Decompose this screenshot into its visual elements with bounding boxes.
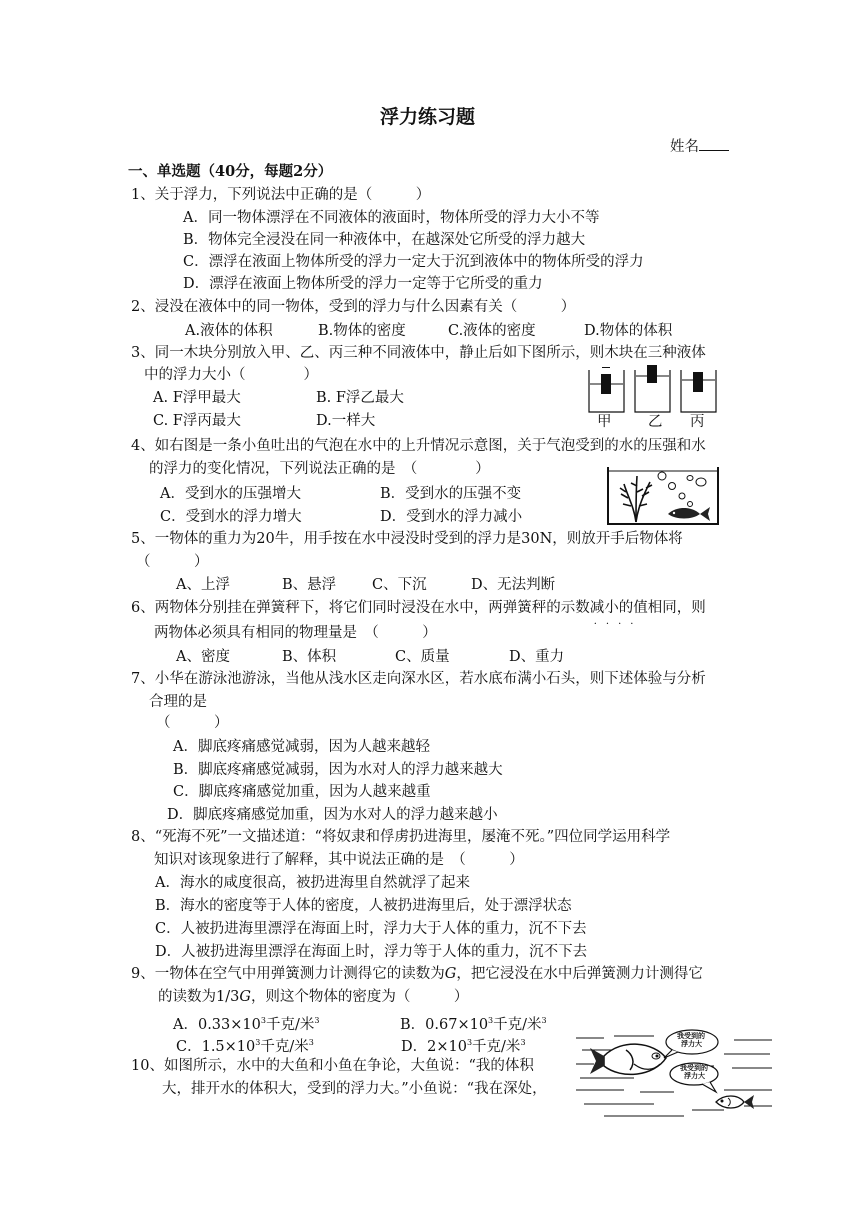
q4-option-d: D．受到水的浮力减小 [380, 509, 523, 525]
bubble-small-line1: 我受到的 [680, 1063, 708, 1072]
aquarium-figure [606, 462, 721, 528]
q6-option-a: A、密度 [176, 649, 230, 665]
q9-b-sup: 3 [488, 1016, 494, 1025]
q1-option-d: D．漂浮在液面上物体所受的浮力一定等于它所受的重力 [183, 276, 543, 292]
page-title: 浮力练习题 [380, 106, 476, 128]
name-label: 姓名 [670, 139, 699, 155]
beaker-label-bing: 丙 [690, 414, 705, 430]
q5-stem-line1: 5、一物体的重力为20牛，用手按在水中浸没时受到的浮力是30N，则放开手后物体将 [131, 531, 683, 547]
q8-stem-line1: 8、“死海不死”一文描述道：“将奴隶和俘虏扔进海里，屡淹不死。”四位同学运用科学 [131, 829, 671, 845]
q4-option-c: C．受到水的浮力增大 [160, 509, 302, 525]
q6-stem-part-a: 6、两物体分别挂在弹簧秤下，将它们同时浸没在水中，两弹簧秤的示数 [131, 600, 590, 616]
q2-option-a: A.液体的体积 [185, 323, 273, 339]
q9-a-usup: 3 [314, 1016, 320, 1025]
q1-option-c: C．漂浮在液面上物体所受的浮力一定大于沉到液体中的物体所受的浮力 [183, 254, 644, 270]
q3-option-a: A. F浮甲最大 [153, 390, 241, 406]
q9-option-a [173, 1011, 319, 1035]
q9-d-unit: 千克/米 [472, 1038, 521, 1055]
q8-option-a: A．海水的咸度很高，被扔进海里自然就浮了起来 [155, 875, 470, 891]
q10-stem-line2: 大，排开水的体积大，受到的浮力大。”小鱼说：“我在深处， [162, 1081, 547, 1097]
bubble-big-line2: 浮力大 [681, 1039, 702, 1048]
q3-stem-line2: 中的浮力大小（ ） [144, 367, 318, 383]
q7-option-c: C．脚底疼痛感觉加重，因为人越来越重 [173, 784, 431, 800]
q2-stem: 2、浸没在液体中的同一物体，受到的浮力与什么因素有关（ ） [131, 299, 576, 315]
q4-stem-line2: 的浮力的变化情况，下列说法正确的是 （ ） [149, 461, 490, 477]
q9-var-g: G [444, 966, 457, 982]
bubble-big-line1: 我受到的 [677, 1031, 705, 1040]
q8-option-b: B．海水的密度等于人体的密度，人被扔进海里后，处于漂浮状态 [155, 898, 572, 914]
name-blank [699, 136, 729, 151]
q9-d-pre: D．2×10 [401, 1038, 467, 1055]
q9-stem-part-a: 9、一物体在空气中用弹簧测力计测得它的读数为 [131, 966, 445, 982]
q7-option-b: B．脚底疼痛感觉减弱，因为水对人的浮力越来越大 [173, 762, 503, 778]
q9-stem-line2 [158, 987, 468, 1007]
q9-option-d [401, 1033, 526, 1057]
q6-option-d: D、重力 [509, 649, 565, 665]
q9-c-pre: C．1.5×10 [176, 1038, 256, 1055]
q6-stem-line1 [131, 598, 706, 630]
q9-c-unit: 千克/米 [260, 1038, 309, 1055]
q7-option-a: A．脚底疼痛感觉减弱，因为人越来越轻 [173, 739, 430, 755]
q5-option-c: C、下沉 [372, 577, 427, 593]
q9-a-unit: 千克/米 [265, 1016, 315, 1033]
q4-stem-line1: 4、如右图是一条小鱼吐出的气泡在水中的上升情况示意图，关于气泡受到的水的压强和水 [131, 438, 706, 454]
q8-stem-line2: 知识对该现象进行了解释，其中说法正确的是 （ ） [154, 852, 524, 868]
q10-stem-line1: 10、如图所示，水中的大鱼和小鱼在争论，大鱼说：“我的体积 [131, 1058, 534, 1074]
q7-stem-line2: 合理的是 [149, 694, 207, 710]
q9-a-sup: 3 [260, 1016, 266, 1025]
q2-option-c: C.液体的密度 [448, 323, 536, 339]
q9-d-usup: 3 [520, 1038, 526, 1047]
q8-option-d: D．人被扔进海里漂浮在海面上时，浮力等于人体的重力，沉不下去 [155, 944, 588, 960]
q1-stem: 1、关于浮力，下列说法中正确的是（ ） [131, 187, 431, 203]
q5-option-a: A、上浮 [176, 577, 230, 593]
q6-option-c: C、质量 [395, 649, 450, 665]
q7-option-d: D．脚底疼痛感觉加重，因为水对人的浮力越来越小 [167, 807, 498, 823]
q7-stem-line1: 7、小华在游泳池游泳，当他从浅水区走向深水区，若水底布满小石头，则下述体验与分析 [131, 671, 706, 687]
q5-option-b: B、悬浮 [282, 577, 337, 593]
q9-b-usup: 3 [541, 1016, 547, 1025]
emphasis-dots: ···· [593, 619, 643, 630]
q9-option-b [400, 1011, 547, 1035]
q7-stem-line3: （ ） [156, 715, 229, 731]
q9-b-pre: B．0.67×10 [400, 1016, 489, 1033]
q1-option-b: B．物体完全浸没在同一种液体中，在越深处它所受的浮力越大 [183, 232, 586, 248]
q6-stem-part-b: 相同，则 [647, 600, 706, 616]
q5-stem-line2: （ ） [136, 554, 209, 570]
q9-a-pre: A．0.33×10 [173, 1016, 261, 1033]
beaker-label-yi: 乙 [648, 414, 663, 430]
q9-b-unit: 千克/米 [493, 1016, 542, 1033]
q4-option-b: B．受到水的压强不变 [380, 486, 522, 502]
q8-option-c: C．人被扔进海里漂浮在海面上时，浮力大于人体的重力，沉不下去 [155, 921, 587, 937]
q2-option-b: B.物体的密度 [318, 323, 406, 339]
name-field [670, 136, 729, 157]
q6-stem-emphasis [589, 600, 648, 630]
q3-stem-line1: 3、同一木块分别放入甲、乙、丙三种不同液体中，静止后如下图所示，则木块在三种液体 [131, 345, 706, 361]
q9-c-sup: 3 [255, 1038, 261, 1047]
q9-c-usup: 3 [308, 1038, 314, 1047]
q6-stem-emphasis-text: 减小的值 [589, 600, 648, 616]
q4-option-a: A．受到水的压强增大 [160, 486, 301, 502]
fish-debate-figure [574, 1028, 774, 1118]
q9-option-c [176, 1033, 314, 1057]
bubble-small-line2: 浮力大 [684, 1071, 705, 1080]
q9-stem-part-b: ，把它浸没在水中后弹簧测力计测得它 [456, 966, 703, 982]
q6-option-b: B、体积 [282, 649, 337, 665]
q9-d-sup: 3 [466, 1038, 473, 1047]
q3-option-b: B. F浮乙最大 [316, 390, 404, 406]
q9-stem-line1 [131, 964, 703, 984]
q9-var-g2: G [239, 989, 251, 1005]
q5-option-d: D、无法判断 [471, 577, 556, 593]
q3-option-c: C. F浮丙最大 [153, 413, 241, 429]
q6-stem-line2: 两物体必须具有相同的物理量是 （ ） [154, 625, 437, 641]
q3-option-d: D.一样大 [316, 413, 376, 429]
q9-stem2-part-b: ，则这个物体的密度为（ ） [250, 989, 469, 1005]
beaker-label-jia: 甲 [597, 414, 612, 430]
q1-option-a: A．同一物体漂浮在不同液体的液面时，物体所受的浮力大小不等 [183, 210, 600, 226]
section-heading: 一、单选题（40分，每题2分） [128, 163, 333, 180]
q9-stem2-part-a: 的读数为1/3 [158, 989, 240, 1005]
q2-option-d: D.物体的体积 [584, 323, 673, 339]
